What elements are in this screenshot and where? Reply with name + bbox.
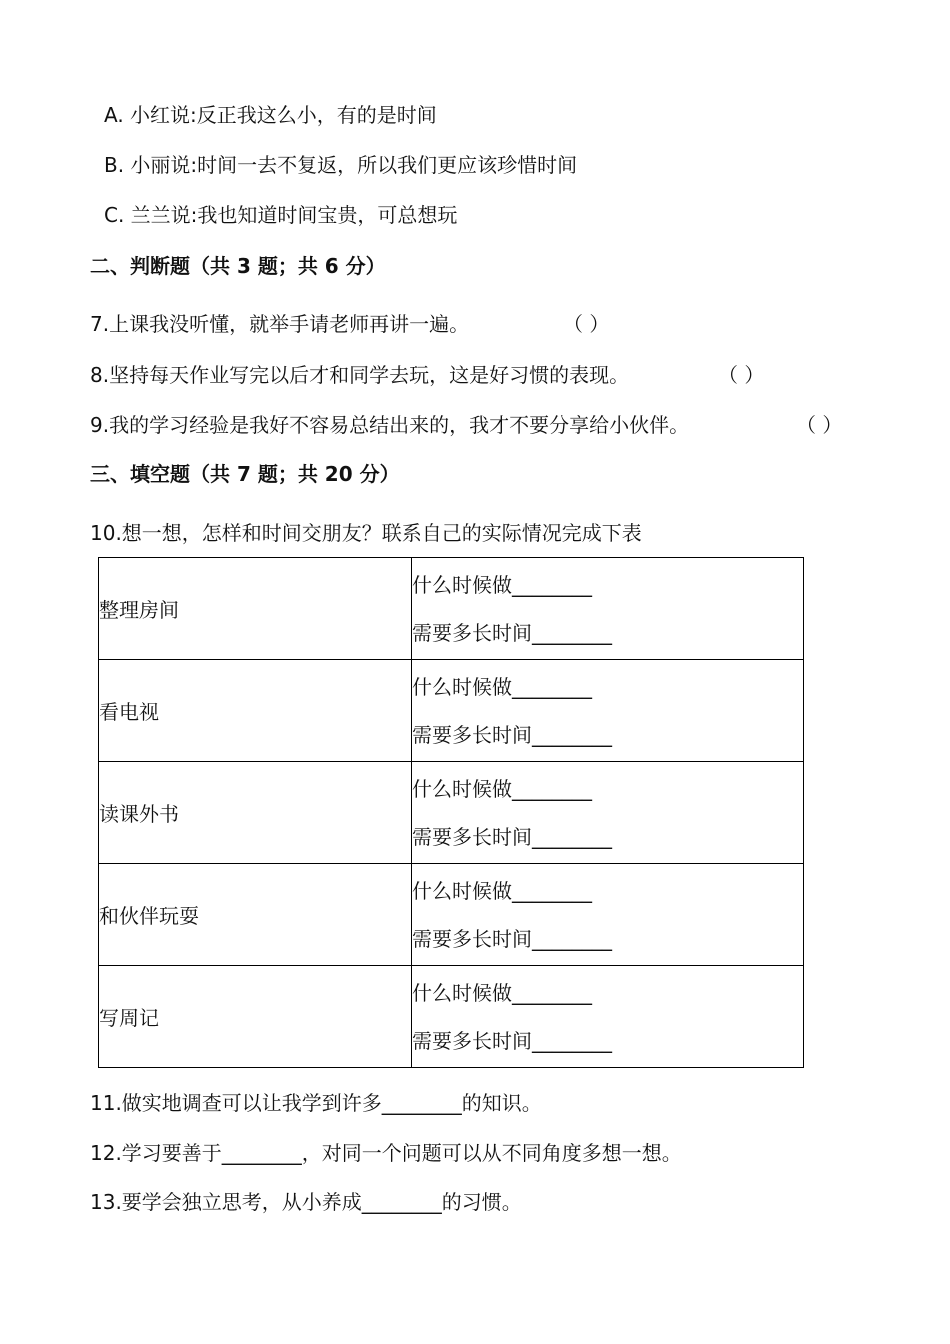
table-row — [99, 660, 804, 762]
duration-blank: 需要多长时间________ — [412, 926, 612, 951]
answer-paren-9: （ ） — [796, 413, 843, 437]
activity-cell: 和伙伴玩耍 — [99, 864, 412, 966]
when-blank: 什么时候做________ — [412, 674, 592, 699]
when-blank: 什么时候做________ — [412, 980, 592, 1005]
section-3-title: 三、填空题（共 7 题；共 20 分） — [90, 462, 400, 486]
when-blank: 什么时候做________ — [412, 776, 592, 801]
duration-blank: 需要多长时间________ — [412, 722, 612, 747]
section-2-title: 二、判断题（共 3 题；共 6 分） — [90, 254, 386, 278]
when-blank: 什么时候做________ — [412, 572, 592, 597]
option-b: B. 小丽说:时间一去不复返，所以我们更应该珍惜时间 — [104, 153, 578, 177]
table-row — [99, 966, 804, 1068]
table-row — [99, 864, 804, 966]
table-row — [99, 762, 804, 864]
question-11: 11.做实地调查可以让我学到许多________的知识。 — [90, 1091, 542, 1115]
option-c: C. 兰兰说:我也知道时间宝贵，可总想玩 — [104, 203, 458, 227]
question-9: 9.我的学习经验是我好不容易总结出来的，我才不要分享给小伙伴。 — [90, 413, 690, 437]
info-cell — [412, 864, 804, 966]
activity-cell: 整理房间 — [99, 558, 412, 660]
when-blank: 什么时候做________ — [412, 878, 592, 903]
info-cell — [412, 660, 804, 762]
duration-blank: 需要多长时间________ — [412, 1028, 612, 1053]
question-12: 12.学习要善于________，对同一个问题可以从不同角度多想一想。 — [90, 1141, 682, 1165]
time-plan-table — [98, 557, 804, 1068]
answer-paren-8: （ ） — [718, 363, 765, 387]
activity-cell: 读课外书 — [99, 762, 412, 864]
duration-blank: 需要多长时间________ — [412, 824, 612, 849]
info-cell — [412, 762, 804, 864]
question-10: 10.想一想，怎样和时间交朋友？联系自己的实际情况完成下表 — [90, 521, 642, 545]
activity-cell: 看电视 — [99, 660, 412, 762]
question-8: 8.坚持每天作业写完以后才和同学去玩，这是好习惯的表现。 — [90, 363, 630, 387]
info-cell — [412, 966, 804, 1068]
option-a: A. 小红说:反正我这么小，有的是时间 — [104, 103, 437, 127]
duration-blank: 需要多长时间________ — [412, 620, 612, 645]
answer-paren-7: （ ） — [563, 312, 610, 336]
question-7: 7.上课我没听懂，就举手请老师再讲一遍。 — [90, 312, 470, 336]
table-row — [99, 558, 804, 660]
question-13: 13.要学会独立思考，从小养成________的习惯。 — [90, 1190, 522, 1214]
info-cell — [412, 558, 804, 660]
activity-cell: 写周记 — [99, 966, 412, 1068]
